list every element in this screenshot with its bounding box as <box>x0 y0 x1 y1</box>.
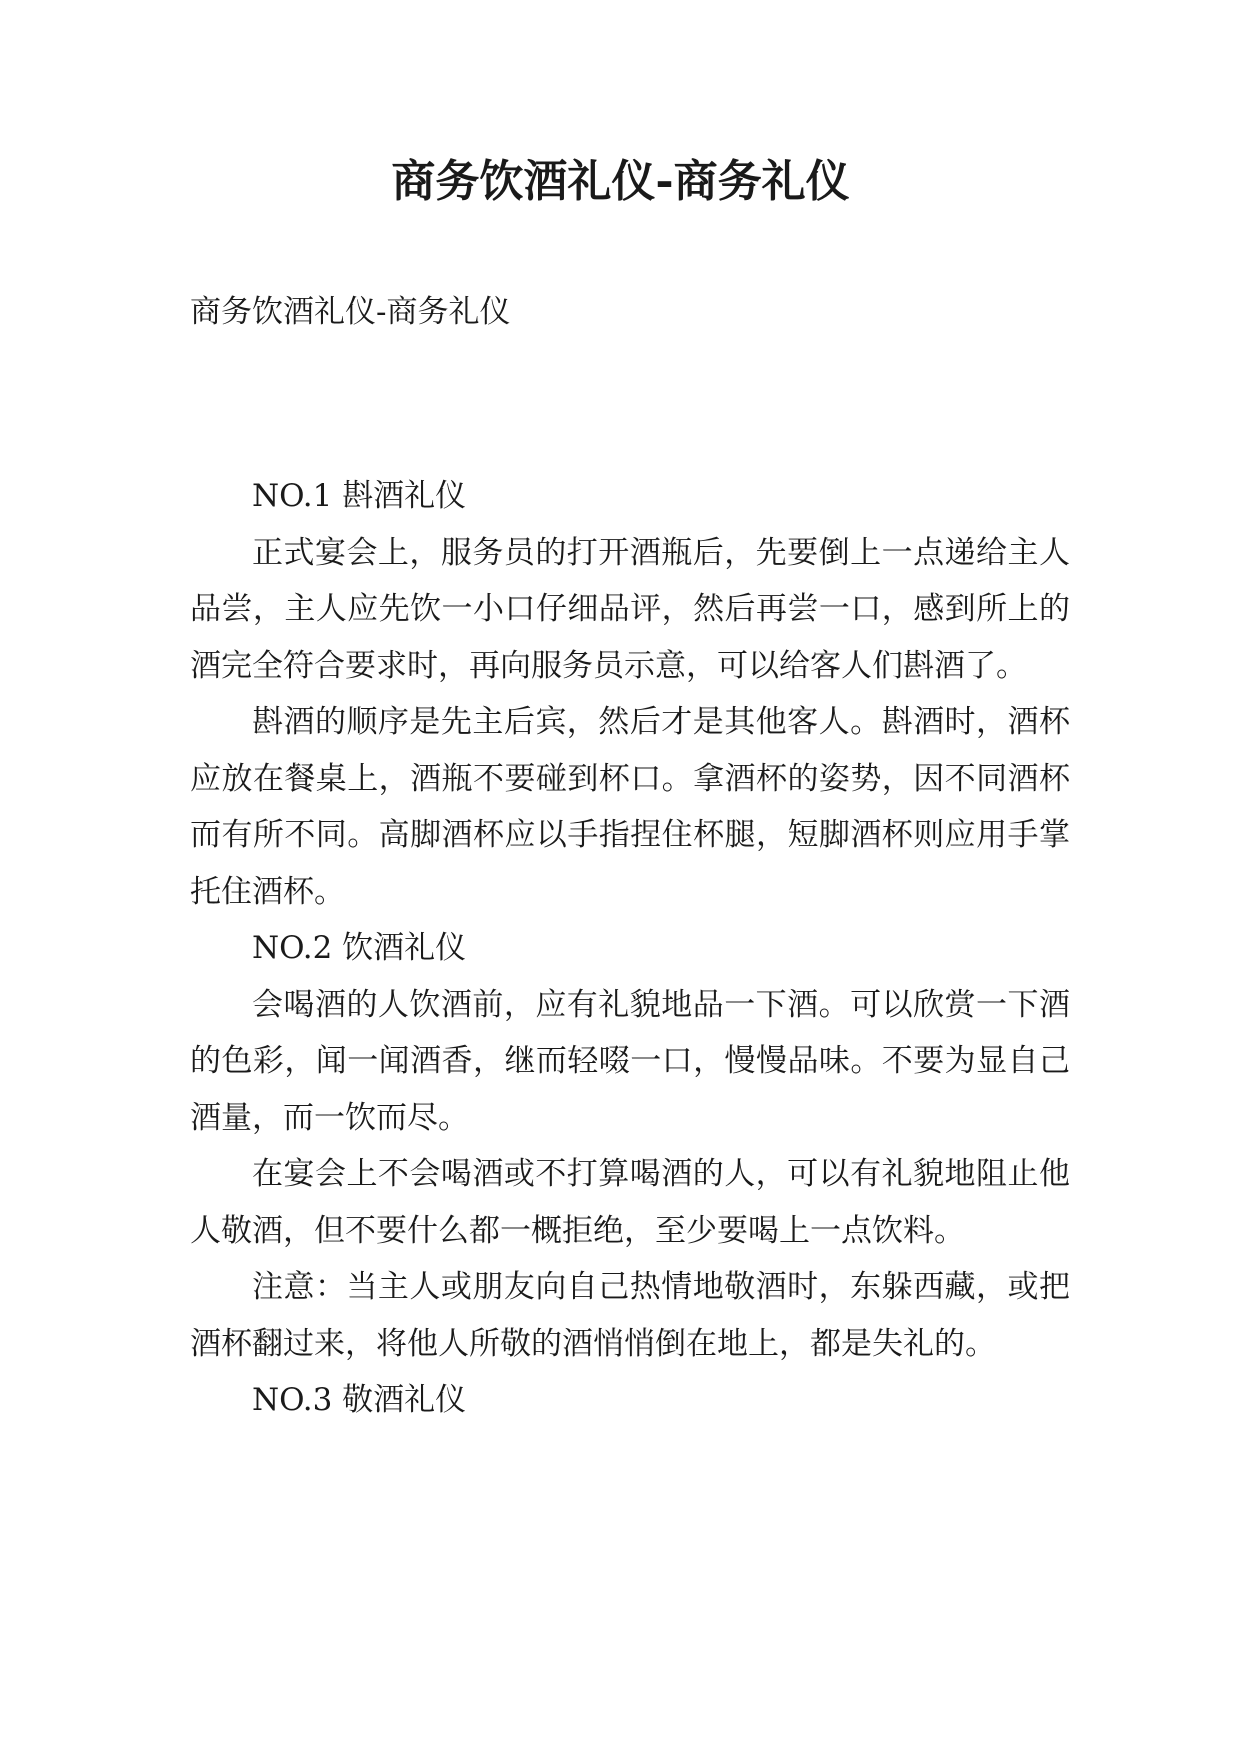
document-subtitle: 商务饮酒礼仪-商务礼仪 <box>190 294 511 330</box>
paragraph: 斟酒的顺序是先主后宾，然后才是其他客人。斟酒时，酒杯应放在餐桌上，酒瓶不要碰到杯口。拿酒杯的姿势，因不同酒杯而有所不同。高脚酒杯应以手指捏住杯腿，短脚酒杯则应用手掌托住酒杯。 <box>190 704 1070 910</box>
paragraph: 会喝酒的人饮酒前，应有礼貌地品一下酒。可以欣赏一下酒的色彩，闻一闻酒香，继而轻啜一口，慢慢品味。不要为显自己酒量，而一饮而尽。 <box>190 986 1070 1136</box>
section-heading-pouring: NO.1 斟酒礼仪 <box>252 478 467 514</box>
document-title: 商务饮酒礼仪-商务礼仪 <box>391 156 850 207</box>
paragraph: 正式宴会上，服务员的打开酒瓶后，先要倒上一点递给主人品尝，主人应先饮一小口仔细品评，然后再尝一口，感到所上的酒完全符合要求时，再向服务员示意，可以给客人们斟酒了。 <box>190 534 1070 684</box>
paragraph: 在宴会上不会喝酒或不打算喝酒的人，可以有礼貌地阻止他人敬酒，但不要什么都一概拒绝，至少要喝上一点饮料。 <box>190 1156 1070 1249</box>
section-heading-toasting: NO.3 敬酒礼仪 <box>252 1382 467 1418</box>
document-body <box>190 468 1070 1429</box>
section-heading-drinking: NO.2 饮酒礼仪 <box>252 930 467 966</box>
paragraph: 注意：当主人或朋友向自己热情地敬酒时，东躲西藏，或把酒杯翻过来，将他人所敬的酒悄悄倒在地上，都是失礼的。 <box>190 1269 1070 1362</box>
